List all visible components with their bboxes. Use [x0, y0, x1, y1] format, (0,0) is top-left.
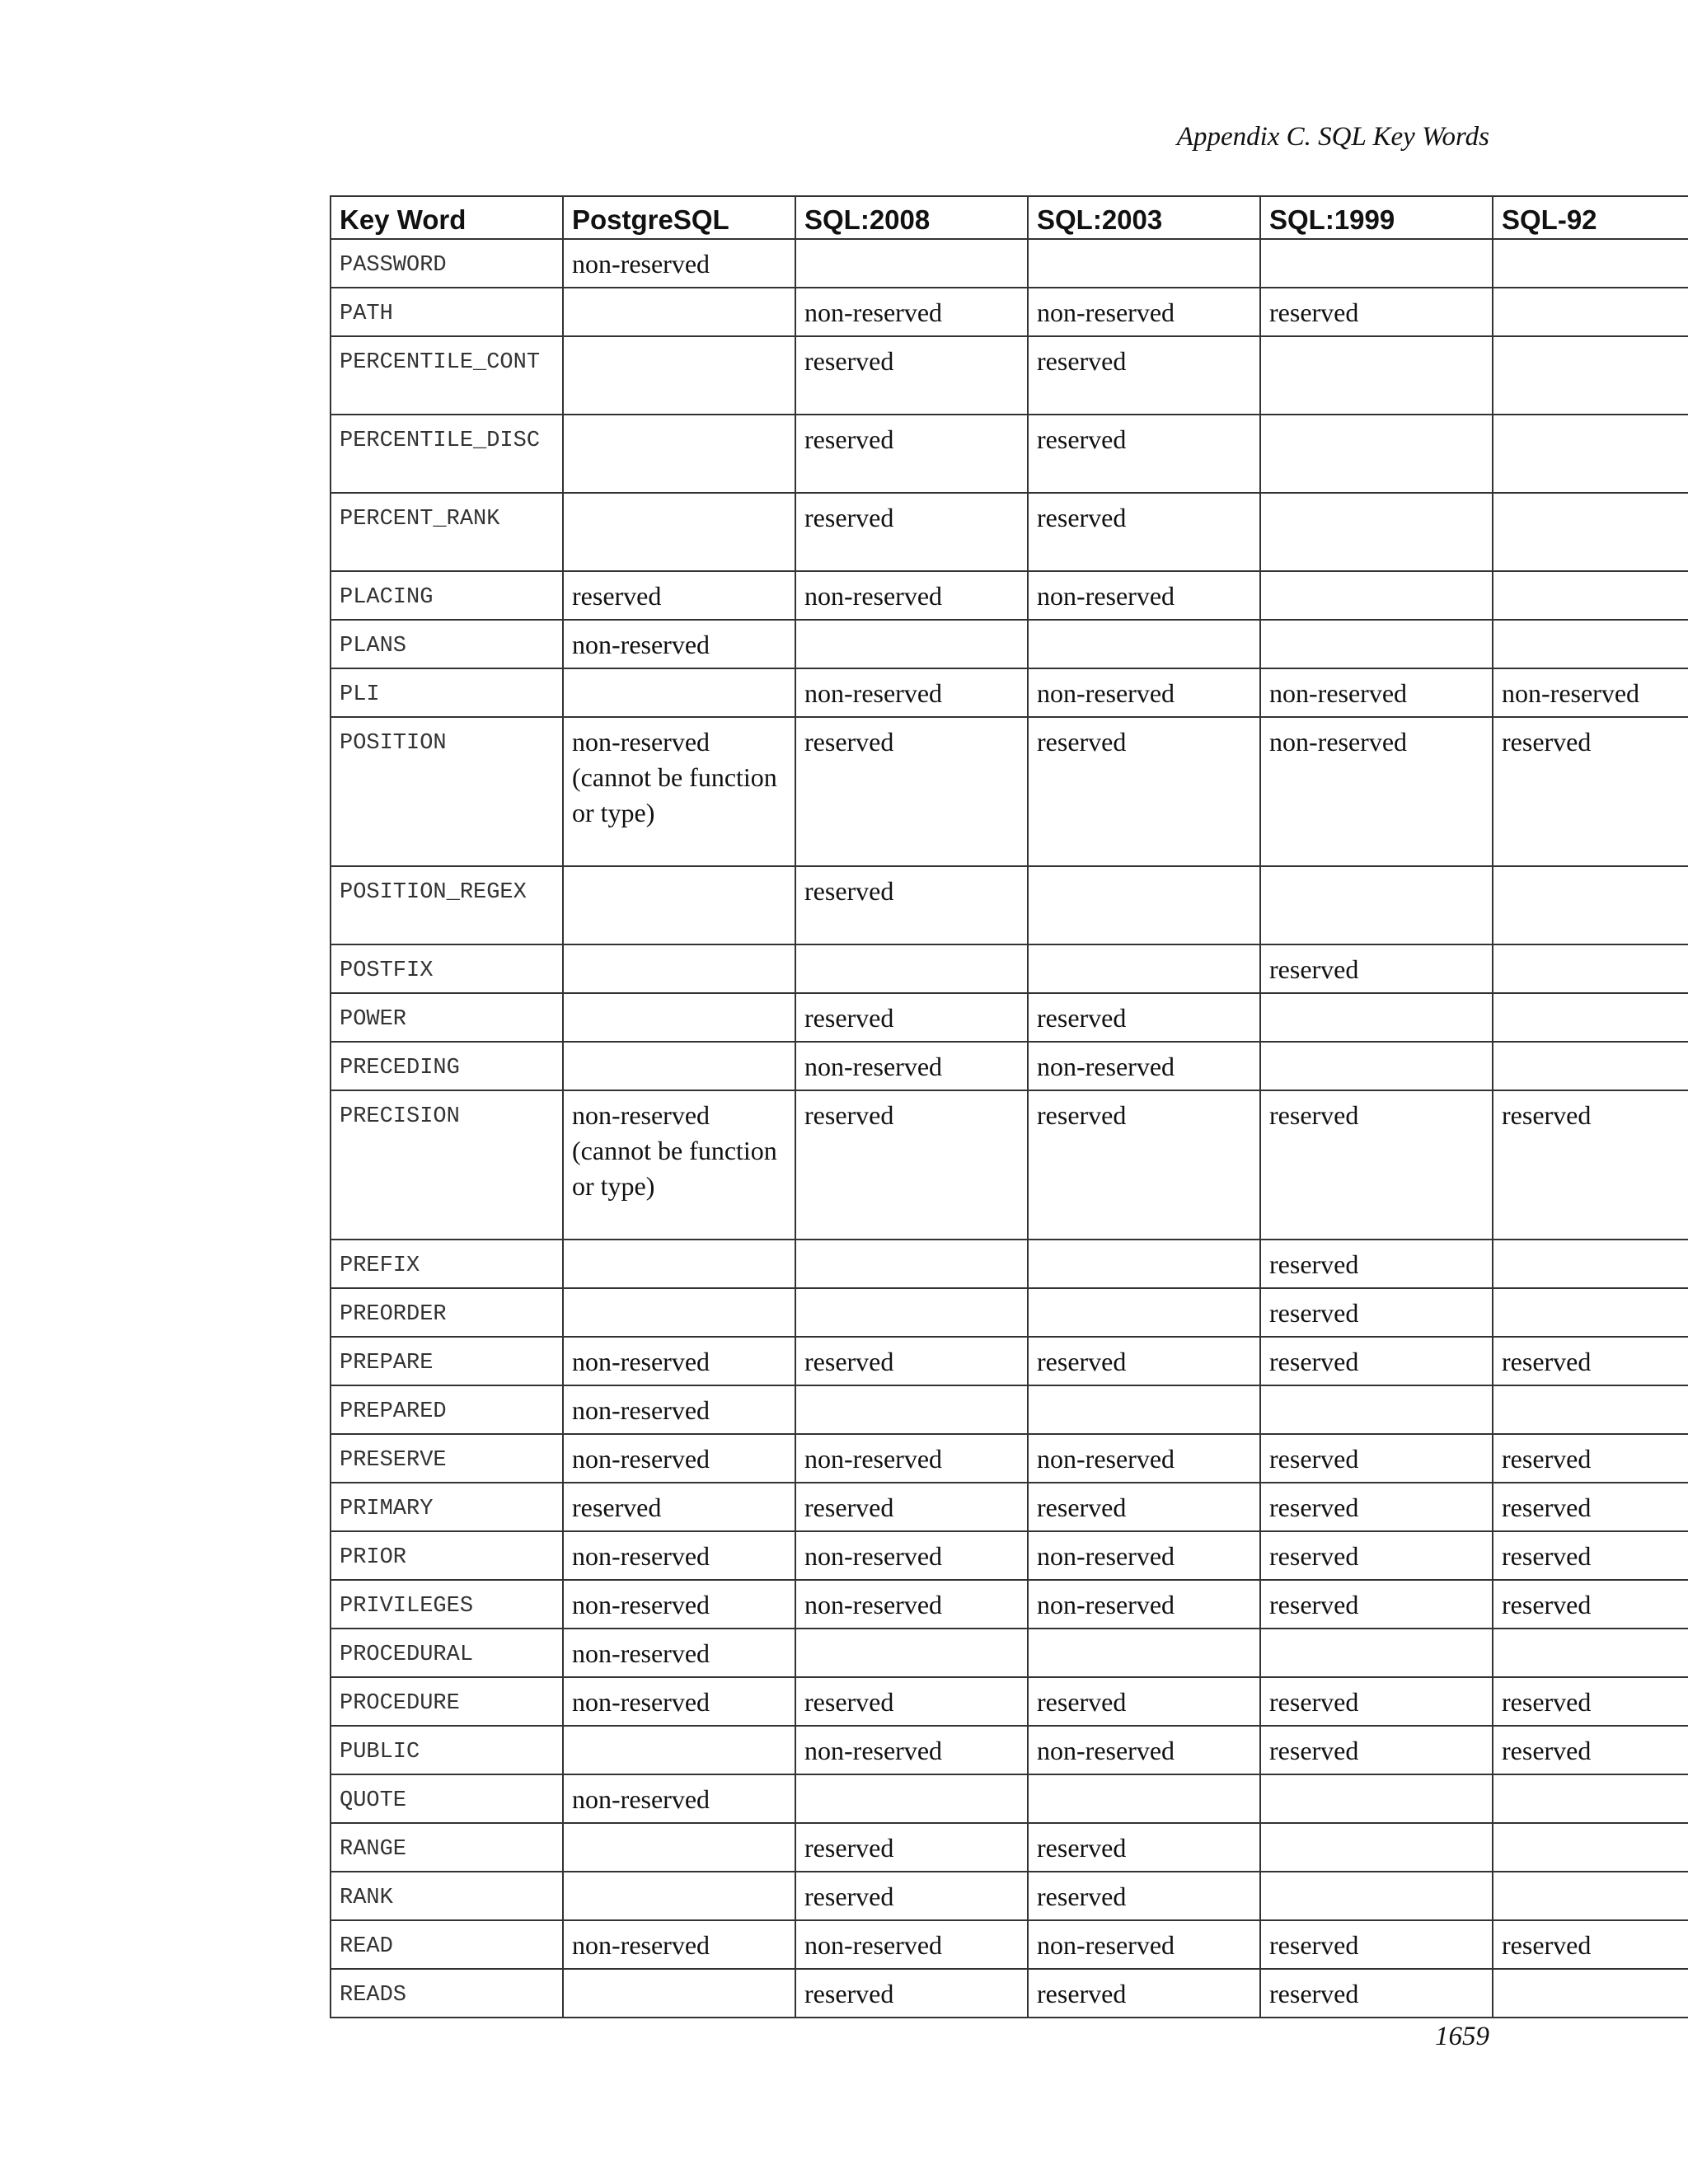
key-word-cell: PRIMARY: [331, 1483, 563, 1531]
table-row: [331, 239, 1688, 288]
sql1999-cell: [1260, 1042, 1493, 1090]
postgresql-cell: [563, 993, 795, 1042]
table-row: [331, 1385, 1688, 1434]
sql92-cell: reserved: [1493, 1090, 1688, 1240]
key-word-cell: QUOTE: [331, 1774, 563, 1823]
sql2003-cell: non-reserved: [1028, 1042, 1260, 1090]
key-word-cell: PERCENTILE_CONT: [331, 336, 563, 415]
postgresql-cell: [563, 288, 795, 336]
table-row: [331, 866, 1688, 944]
sql1999-cell: reserved: [1260, 1240, 1493, 1288]
sql2008-cell: non-reserved: [795, 1726, 1028, 1774]
sql2008-cell: non-reserved: [795, 1434, 1028, 1483]
sql2008-cell: reserved: [795, 1483, 1028, 1531]
sql-keywords-table: [330, 195, 1688, 2018]
key-word-cell: POWER: [331, 993, 563, 1042]
sql92-cell: reserved: [1493, 1677, 1688, 1726]
sql2008-cell: reserved: [795, 993, 1028, 1042]
sql2003-cell: reserved: [1028, 336, 1260, 415]
table-row: [331, 1677, 1688, 1726]
sql1999-cell: [1260, 1872, 1493, 1920]
sql1999-cell: [1260, 1774, 1493, 1823]
running-header: Appendix C. SQL Key Words: [1176, 122, 1489, 152]
column-header-sql92: SQL-92: [1493, 196, 1688, 239]
table-row: [331, 620, 1688, 668]
sql2003-cell: [1028, 944, 1260, 993]
table-row: [331, 288, 1688, 336]
key-word-cell: RANK: [331, 1872, 563, 1920]
sql2003-cell: reserved: [1028, 1969, 1260, 2018]
sql1999-cell: [1260, 493, 1493, 571]
sql2003-cell: reserved: [1028, 493, 1260, 571]
table-row: [331, 1969, 1688, 2018]
table-row: [331, 1823, 1688, 1872]
table-row: [331, 1337, 1688, 1385]
postgresql-cell: [563, 1288, 795, 1337]
key-word-cell: READS: [331, 1969, 563, 2018]
sql2003-cell: non-reserved: [1028, 668, 1260, 717]
table-header-row: [331, 196, 1688, 239]
sql92-cell: non-reserved: [1493, 668, 1688, 717]
sql1999-cell: [1260, 1629, 1493, 1677]
table-row: [331, 415, 1688, 493]
table-row: [331, 1483, 1688, 1531]
sql1999-cell: [1260, 1823, 1493, 1872]
table-row: [331, 336, 1688, 415]
sql2003-cell: reserved: [1028, 1677, 1260, 1726]
postgresql-cell: [563, 866, 795, 944]
sql2008-cell: non-reserved: [795, 288, 1028, 336]
sql2008-cell: [795, 1288, 1028, 1337]
table-row: [331, 493, 1688, 571]
key-word-cell: PLI: [331, 668, 563, 717]
key-word-cell: PRECEDING: [331, 1042, 563, 1090]
sql92-cell: reserved: [1493, 1920, 1688, 1969]
column-header-sql1999: SQL:1999: [1260, 196, 1493, 239]
postgresql-cell: non-reserved: [563, 1580, 795, 1629]
key-word-cell: PUBLIC: [331, 1726, 563, 1774]
table-row: [331, 1090, 1688, 1240]
sql92-cell: [1493, 1385, 1688, 1434]
sql92-cell: reserved: [1493, 1580, 1688, 1629]
table-row: [331, 1531, 1688, 1580]
postgresql-cell: non-reserved: [563, 1920, 795, 1969]
sql2008-cell: non-reserved: [795, 668, 1028, 717]
key-word-cell: POSTFIX: [331, 944, 563, 993]
sql92-cell: reserved: [1493, 717, 1688, 866]
sql1999-cell: [1260, 571, 1493, 620]
key-word-cell: PREPARED: [331, 1385, 563, 1434]
postgresql-cell: reserved: [563, 571, 795, 620]
key-word-cell: PLANS: [331, 620, 563, 668]
sql92-cell: [1493, 571, 1688, 620]
table-row: [331, 668, 1688, 717]
sql92-cell: reserved: [1493, 1337, 1688, 1385]
postgresql-cell: [563, 1240, 795, 1288]
sql92-cell: [1493, 1969, 1688, 2018]
sql2003-cell: reserved: [1028, 1872, 1260, 1920]
table-row: [331, 1774, 1688, 1823]
sql2008-cell: [795, 239, 1028, 288]
sql2003-cell: reserved: [1028, 1483, 1260, 1531]
sql1999-cell: reserved: [1260, 1677, 1493, 1726]
postgresql-cell: non-reserved: [563, 1385, 795, 1434]
sql2003-cell: non-reserved: [1028, 288, 1260, 336]
table-body: [331, 239, 1688, 2018]
column-header-sql2008: SQL:2008: [795, 196, 1028, 239]
sql1999-cell: reserved: [1260, 1288, 1493, 1337]
key-word-cell: PRESERVE: [331, 1434, 563, 1483]
sql1999-cell: non-reserved: [1260, 668, 1493, 717]
postgresql-cell: non-reserved: [563, 1774, 795, 1823]
table-row: [331, 1434, 1688, 1483]
key-word-cell: PREORDER: [331, 1288, 563, 1337]
table-row: [331, 944, 1688, 993]
table-row: [331, 1288, 1688, 1337]
sql92-cell: [1493, 1629, 1688, 1677]
key-word-cell: PERCENT_RANK: [331, 493, 563, 571]
sql2008-cell: reserved: [795, 717, 1028, 866]
postgresql-cell: non-reserved (cannot be function or type): [563, 717, 795, 866]
sql1999-cell: reserved: [1260, 1337, 1493, 1385]
table-row: [331, 717, 1688, 866]
sql92-cell: [1493, 944, 1688, 993]
postgresql-cell: non-reserved: [563, 1629, 795, 1677]
sql2008-cell: reserved: [795, 336, 1028, 415]
postgresql-cell: non-reserved: [563, 1677, 795, 1726]
postgresql-cell: [563, 1823, 795, 1872]
postgresql-cell: [563, 415, 795, 493]
sql1999-cell: reserved: [1260, 1483, 1493, 1531]
table-row: [331, 1240, 1688, 1288]
key-word-cell: PROCEDURE: [331, 1677, 563, 1726]
sql1999-cell: reserved: [1260, 1920, 1493, 1969]
key-word-cell: RANGE: [331, 1823, 563, 1872]
sql1999-cell: reserved: [1260, 1726, 1493, 1774]
key-word-cell: PRECISION: [331, 1090, 563, 1240]
sql2003-cell: reserved: [1028, 1090, 1260, 1240]
sql2008-cell: reserved: [795, 1677, 1028, 1726]
table-row: [331, 1872, 1688, 1920]
key-word-cell: PATH: [331, 288, 563, 336]
key-word-cell: PREFIX: [331, 1240, 563, 1288]
sql2008-cell: reserved: [795, 493, 1028, 571]
sql2003-cell: non-reserved: [1028, 1531, 1260, 1580]
sql2008-cell: [795, 1385, 1028, 1434]
sql2003-cell: [1028, 1629, 1260, 1677]
sql2008-cell: [795, 944, 1028, 993]
sql92-cell: [1493, 288, 1688, 336]
sql2003-cell: reserved: [1028, 717, 1260, 866]
postgresql-cell: [563, 1969, 795, 2018]
key-word-cell: POSITION_REGEX: [331, 866, 563, 944]
sql2008-cell: reserved: [795, 1872, 1028, 1920]
sql1999-cell: [1260, 336, 1493, 415]
sql92-cell: reserved: [1493, 1726, 1688, 1774]
sql1999-cell: non-reserved: [1260, 717, 1493, 866]
postgresql-cell: reserved: [563, 1483, 795, 1531]
sql92-cell: reserved: [1493, 1483, 1688, 1531]
column-header-key-word: Key Word: [331, 196, 563, 239]
sql1999-cell: reserved: [1260, 288, 1493, 336]
sql2008-cell: reserved: [795, 1090, 1028, 1240]
key-word-cell: PLACING: [331, 571, 563, 620]
sql1999-cell: reserved: [1260, 944, 1493, 993]
sql2003-cell: non-reserved: [1028, 1580, 1260, 1629]
sql1999-cell: [1260, 1385, 1493, 1434]
postgresql-cell: [563, 1726, 795, 1774]
sql2003-cell: [1028, 1240, 1260, 1288]
table-row: [331, 993, 1688, 1042]
sql2008-cell: non-reserved: [795, 1580, 1028, 1629]
postgresql-cell: non-reserved: [563, 620, 795, 668]
sql92-cell: [1493, 493, 1688, 571]
postgresql-cell: [563, 493, 795, 571]
sql1999-cell: [1260, 239, 1493, 288]
sql92-cell: [1493, 1872, 1688, 1920]
sql2008-cell: [795, 1629, 1028, 1677]
postgresql-cell: [563, 944, 795, 993]
postgresql-cell: [563, 1872, 795, 1920]
key-word-cell: PRIOR: [331, 1531, 563, 1580]
sql2008-cell: reserved: [795, 1337, 1028, 1385]
postgresql-cell: non-reserved: [563, 1434, 795, 1483]
sql92-cell: [1493, 993, 1688, 1042]
sql2003-cell: [1028, 1774, 1260, 1823]
sql2008-cell: [795, 1774, 1028, 1823]
postgresql-cell: non-reserved: [563, 1531, 795, 1580]
sql2003-cell: reserved: [1028, 415, 1260, 493]
sql1999-cell: reserved: [1260, 1969, 1493, 2018]
key-word-cell: PREPARE: [331, 1337, 563, 1385]
sql2003-cell: non-reserved: [1028, 1434, 1260, 1483]
sql2008-cell: [795, 620, 1028, 668]
sql2008-cell: non-reserved: [795, 1531, 1028, 1580]
sql2003-cell: [1028, 866, 1260, 944]
key-word-cell: POSITION: [331, 717, 563, 866]
sql2003-cell: reserved: [1028, 993, 1260, 1042]
sql1999-cell: reserved: [1260, 1090, 1493, 1240]
table-row: [331, 1726, 1688, 1774]
sql2008-cell: reserved: [795, 866, 1028, 944]
sql2008-cell: [795, 1240, 1028, 1288]
sql92-cell: [1493, 415, 1688, 493]
sql2003-cell: non-reserved: [1028, 571, 1260, 620]
sql92-cell: [1493, 336, 1688, 415]
sql92-cell: [1493, 1774, 1688, 1823]
table-row: [331, 1629, 1688, 1677]
sql1999-cell: [1260, 866, 1493, 944]
postgresql-cell: [563, 668, 795, 717]
page-number: 1659: [1435, 2022, 1489, 2051]
sql2003-cell: non-reserved: [1028, 1726, 1260, 1774]
sql2003-cell: non-reserved: [1028, 1920, 1260, 1969]
postgresql-cell: [563, 1042, 795, 1090]
sql92-cell: [1493, 1823, 1688, 1872]
table-row: [331, 1042, 1688, 1090]
sql2008-cell: non-reserved: [795, 1042, 1028, 1090]
postgresql-cell: non-reserved (cannot be function or type): [563, 1090, 795, 1240]
table-row: [331, 1920, 1688, 1969]
sql2008-cell: non-reserved: [795, 1920, 1028, 1969]
sql92-cell: [1493, 1042, 1688, 1090]
key-word-cell: PRIVILEGES: [331, 1580, 563, 1629]
sql2003-cell: [1028, 1385, 1260, 1434]
sql92-cell: [1493, 866, 1688, 944]
sql92-cell: [1493, 620, 1688, 668]
sql1999-cell: reserved: [1260, 1580, 1493, 1629]
sql2003-cell: [1028, 1288, 1260, 1337]
sql1999-cell: reserved: [1260, 1531, 1493, 1580]
sql2008-cell: reserved: [795, 415, 1028, 493]
sql1999-cell: [1260, 993, 1493, 1042]
sql2003-cell: [1028, 620, 1260, 668]
key-word-cell: READ: [331, 1920, 563, 1969]
key-word-cell: PERCENTILE_DISC: [331, 415, 563, 493]
sql92-cell: [1493, 239, 1688, 288]
postgresql-cell: non-reserved: [563, 239, 795, 288]
sql1999-cell: [1260, 620, 1493, 668]
column-header-postgresql: PostgreSQL: [563, 196, 795, 239]
sql92-cell: [1493, 1288, 1688, 1337]
sql1999-cell: reserved: [1260, 1434, 1493, 1483]
sql1999-cell: [1260, 415, 1493, 493]
key-word-cell: PROCEDURAL: [331, 1629, 563, 1677]
sql2008-cell: reserved: [795, 1823, 1028, 1872]
sql2003-cell: reserved: [1028, 1823, 1260, 1872]
sql92-cell: [1493, 1240, 1688, 1288]
key-word-cell: PASSWORD: [331, 239, 563, 288]
table-row: [331, 1580, 1688, 1629]
sql2008-cell: reserved: [795, 1969, 1028, 2018]
sql2003-cell: [1028, 239, 1260, 288]
sql92-cell: reserved: [1493, 1434, 1688, 1483]
table-row: [331, 571, 1688, 620]
sql2008-cell: non-reserved: [795, 571, 1028, 620]
sql2003-cell: reserved: [1028, 1337, 1260, 1385]
postgresql-cell: non-reserved: [563, 1337, 795, 1385]
postgresql-cell: [563, 336, 795, 415]
sql92-cell: reserved: [1493, 1531, 1688, 1580]
column-header-sql2003: SQL:2003: [1028, 196, 1260, 239]
